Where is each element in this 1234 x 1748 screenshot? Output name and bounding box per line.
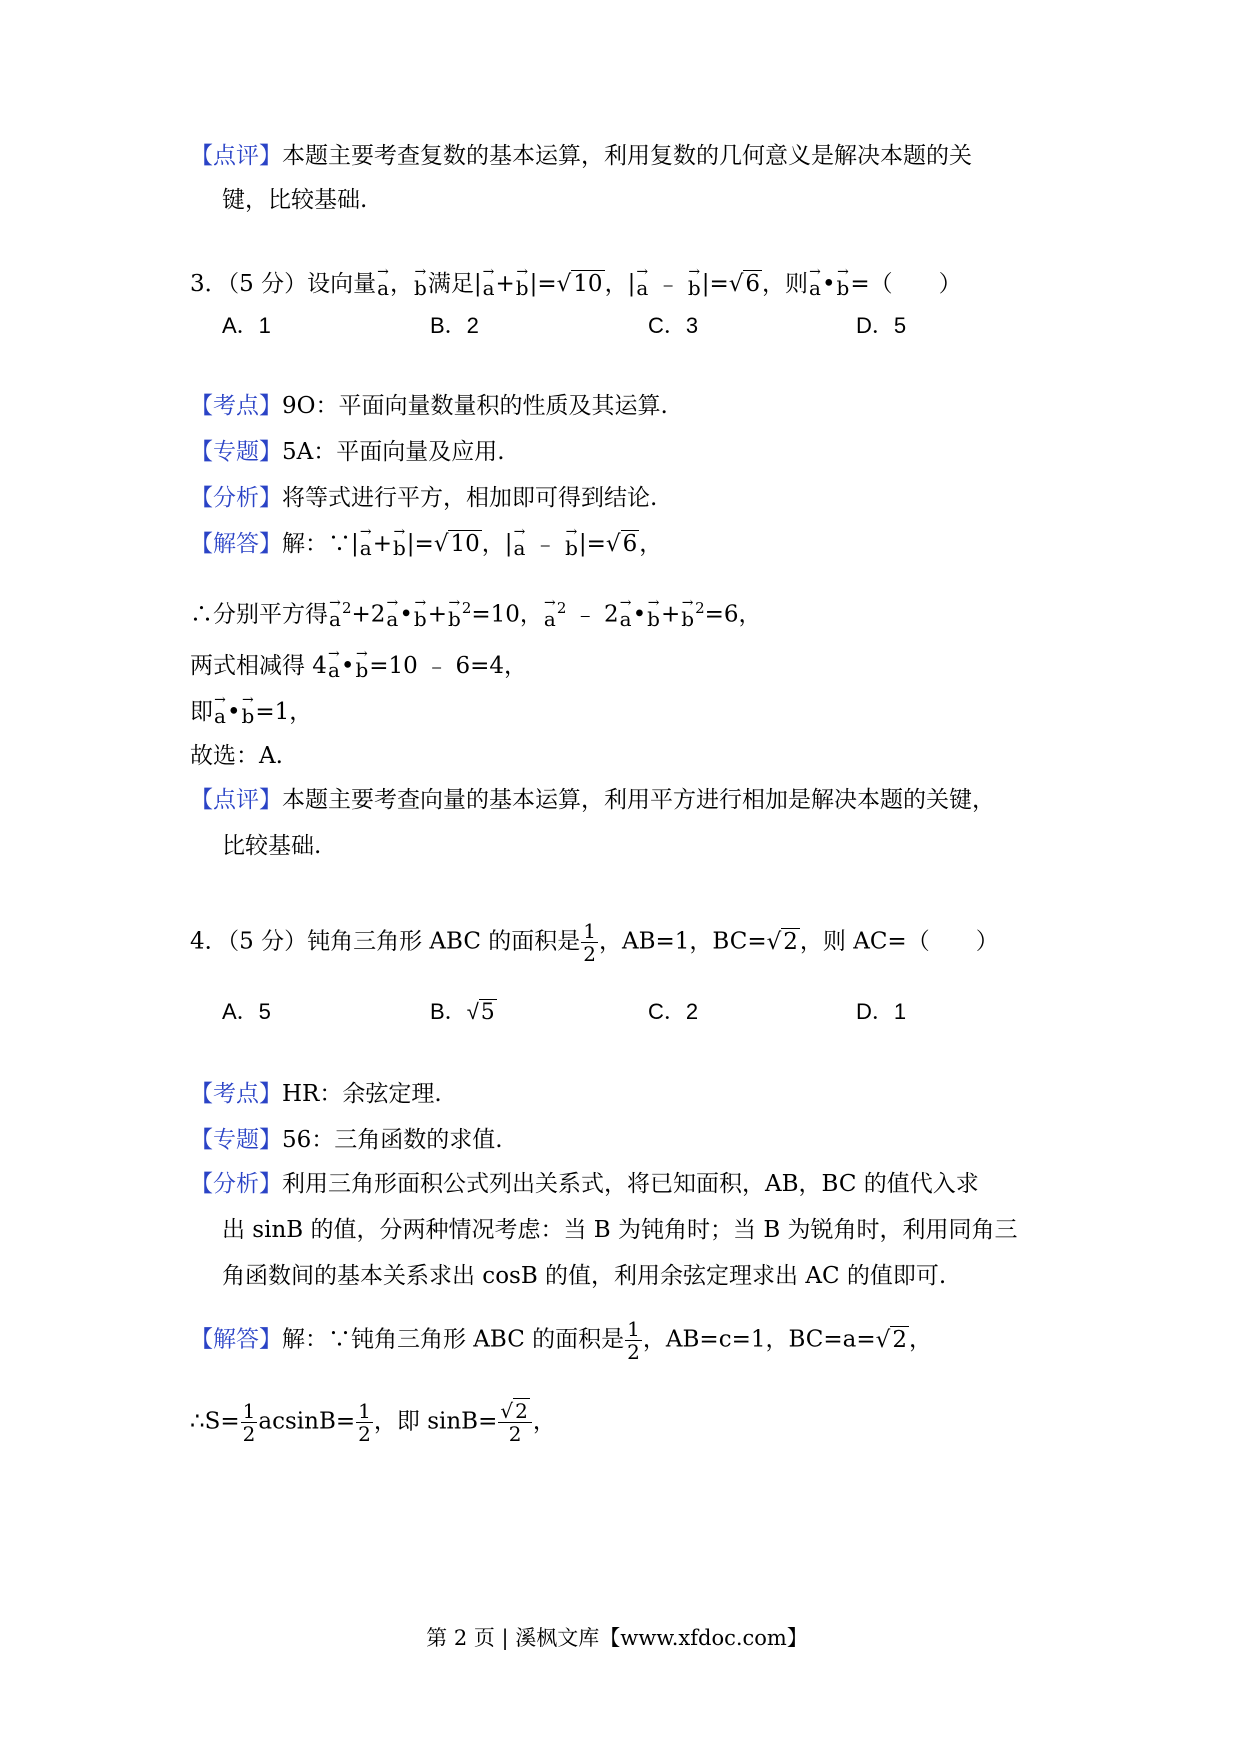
page-footer: 第 2 页 | 溪枫文库【www.xfdoc.com】 [426, 1626, 808, 1650]
q4-fenxi-line2: 出 sinB 的值，分两种情况考虑：当 B 为钝角时；当 B 为锐角时，利用同角三 [222, 1217, 1018, 1243]
q3-option-b: B．2 [430, 313, 479, 338]
q3-kaodian: 【考点】9O：平面向量数量积的性质及其运算. [190, 393, 668, 419]
vector-b: → b [413, 272, 428, 304]
q3-comment-line2: 比较基础. [222, 833, 322, 859]
q3-option-d: D．5 [856, 313, 907, 338]
q4-fenxi-line3: 角函数间的基本关系求出 cosB 的值，利用余弦定理求出 AC 的值即可. [222, 1263, 947, 1289]
comment-tag: 【点评】 [190, 143, 282, 169]
q3-option-a: A．1 [222, 313, 271, 338]
sqrt-6: √6 [728, 271, 761, 297]
q4-jieda: 【解答】解：∵钝角三角形 ABC 的面积是 $\frac{1}{2}$ ，AB=c=1，BC=a=√2， [190, 1317, 932, 1364]
q3-zhuanti: 【专题】5A：平面向量及应用. [190, 439, 505, 465]
fraction-half: $\frac{1}{2}$ [583, 919, 596, 966]
q4-option-b: B．√5 [430, 996, 497, 1029]
q3-step3: 两式相减得 4→ a•→ b=10 ﹣ 6=4， [190, 650, 527, 686]
q3-step4: 即→ a•→ b=1， [190, 696, 312, 732]
jieda-tag: 【解答】 [190, 531, 282, 557]
sqrt-5: √5 [466, 999, 495, 1025]
prev-comment-line2: 键，比较基础. [222, 187, 368, 213]
q4-option-c: C．2 [648, 999, 699, 1024]
q3-jieda: 【解答】解：∵|→ a+→ b|=√10，|→ a ﹣ → b|=√6， [190, 528, 662, 564]
q4-stem: 4．（5 分）钝角三角形 ABC 的面积是 $\frac{1}{2}$ ，AB=1，BC=√2，则 AC=（ ） [190, 919, 999, 966]
q4-option-d: D．1 [856, 999, 907, 1024]
q4-option-a: A．5 [222, 999, 271, 1024]
q4-step2: ∴S= $\frac{1}{2}$ acsinB= $\frac{1}{2}$ ，即 sinB= $\frac{√ 2}{2}$ ， [190, 1399, 556, 1446]
q3-comment-line1: 【点评】本题主要考查向量的基本运算，利用平方进行相加是解决本题的关键， [190, 787, 995, 813]
q3-fenxi: 【分析】将等式进行平方，相加即可得到结论. [190, 485, 658, 511]
sqrt-10: √10 [556, 271, 603, 297]
vector-a: → a [376, 272, 390, 304]
kaodian-tag: 【考点】 [190, 393, 282, 419]
q3-stem: 3．（5 分）设向量→ a，→ b满足|→ a+→ b|=√10，|→ a ﹣ → b|=√6，则→ a•→ b=（ ） [190, 268, 962, 304]
sqrt-2: √2 [766, 928, 798, 955]
q3-step5: 故选：A. [190, 743, 283, 769]
zhuanti-tag: 【专题】 [190, 439, 282, 465]
q4-fenxi-line1: 【分析】利用三角形面积公式列出关系式，将已知面积，AB，BC 的值代入求 [190, 1171, 979, 1197]
prev-comment-line1: 【点评】本题主要考查复数的基本运算，利用复数的几何意义是解决本题的关 [190, 143, 972, 169]
fenxi-tag: 【分析】 [190, 485, 282, 511]
q3-step2: ∴分别平方得→ $a^2+2\to$ a•→ $b+\to b^2=10$，→ $a^2$ ﹣ 2→ a•→ $b+\to b^2=6$， [190, 592, 762, 635]
q4-kaodian: 【考点】HR：余弦定理. [190, 1081, 442, 1107]
q4-zhuanti: 【专题】56：三角函数的求值. [190, 1127, 503, 1153]
q3-option-c: C．3 [648, 313, 699, 338]
